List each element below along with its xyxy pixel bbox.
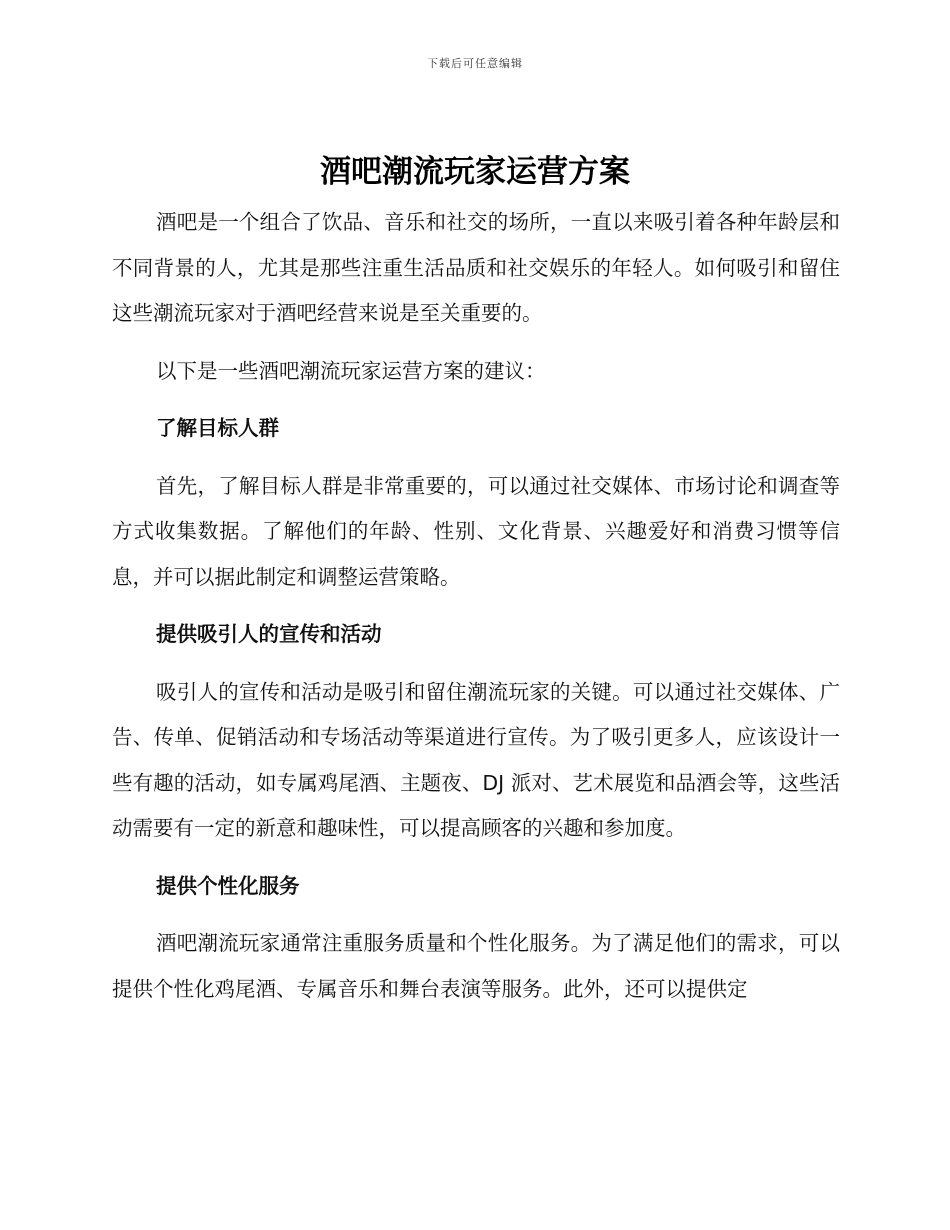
document-body <box>112 200 840 1012</box>
section-paragraph: 吸引人的宣传和活动是吸引和留住潮流玩家的关键。可以通过社交媒体、广告、传单、促销活动和专场活动等渠道进行宣传。为了吸引更多人，应该设计一些有趣的活动，如专属鸡尾酒、主题夜、DJ 派对、艺术展览和品酒会等，这些活动需要有一定的新意和趣味性，可以提高顾客的兴趣和参加度。 <box>112 679 840 840</box>
section-heading: 提供个性化服务 <box>156 873 300 898</box>
section-paragraph: 首先，了解目标人群是非常重要的，可以通过社交媒体、市场讨论和调查等方式收集数据。了解他们的年龄、性别、文化背景、兴趣爱好和消费习惯等信息，并可以据此制定和调整运营策略。 <box>112 473 840 589</box>
document-title: 酒吧潮流玩家运营方案 <box>320 154 630 190</box>
lead-paragraph: 以下是一些酒吧潮流玩家运营方案的建议： <box>156 358 546 383</box>
intro-paragraph: 酒吧是一个组合了饮品、音乐和社交的场所，一直以来吸引着各种年龄层和不同背景的人，尤其是那些注重生活品质和社交娱乐的年轻人。如何吸引和留住这些潮流玩家对于酒吧经营来说是至关重要的。 <box>112 210 840 325</box>
section-paragraph: 酒吧潮流玩家通常注重服务质量和个性化服务。为了满足他们的需求，可以提供个性化鸡尾酒、专属音乐和舞台表演等服务。此外，还可以提供定 <box>112 931 840 1001</box>
section-heading: 了解目标人群 <box>156 416 279 440</box>
section-heading: 提供吸引人的宣传和活动 <box>156 622 382 646</box>
header-note: 下载后可任意编辑 <box>427 57 523 70</box>
